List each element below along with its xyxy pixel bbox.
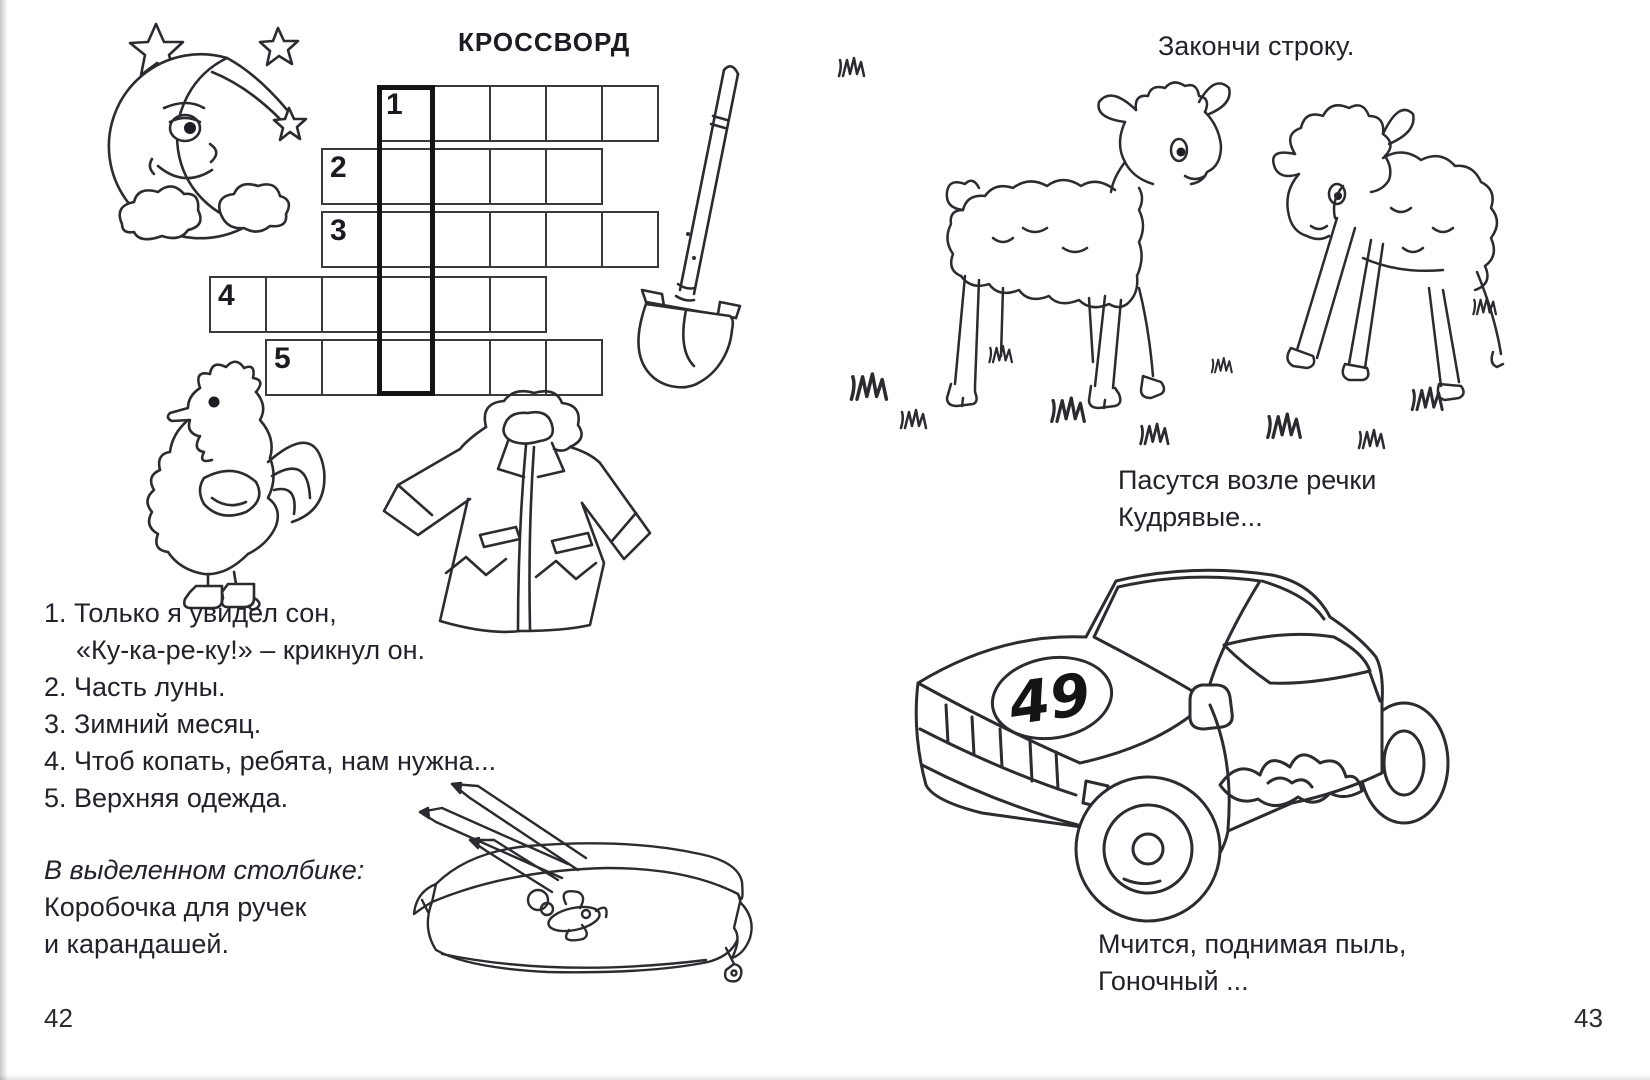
crossword-cell (433, 148, 491, 205)
crossword-row-4 (209, 276, 547, 333)
star-icon (274, 108, 306, 140)
crossword-cell (545, 211, 603, 268)
riddle-1 (1118, 462, 1376, 536)
column-clue (44, 852, 364, 963)
crossword-cell (545, 148, 603, 205)
rooster-wattle (197, 436, 212, 461)
rooster-in-boots-illustration (108, 358, 338, 608)
clue-line: 1. Только я увидел сон, (44, 598, 337, 628)
riddle-line: Гоночный ... (1098, 966, 1249, 996)
coat-pocket (480, 527, 520, 547)
moon-with-stars-illustration (92, 16, 322, 256)
crossword-cell (377, 148, 435, 205)
lamb-hoof (1343, 364, 1369, 380)
lamb-hoof (1141, 376, 1164, 398)
car-number: 49 (1005, 659, 1095, 739)
lamb-wool-back (963, 180, 1115, 210)
shovel-illustration (596, 58, 781, 388)
riddle-line: Пасутся возле речки (1118, 465, 1377, 495)
crossword-cell (321, 211, 379, 268)
moon-nose (210, 144, 216, 162)
crossword-cell (489, 148, 547, 205)
grass (839, 58, 1496, 448)
riddle-line: Кудрявые... (1118, 502, 1263, 532)
lamb-right (1273, 105, 1503, 400)
lamb-wool-belly (961, 276, 1127, 307)
column-clue-heading: В выделенном столбике: (44, 855, 365, 885)
crossword-clues (44, 595, 496, 817)
lamb-wool-head (1136, 82, 1207, 112)
crossword-row-number: 2 (330, 151, 347, 184)
crossword-cell (489, 211, 547, 268)
crossword-cell (321, 276, 379, 333)
toy-plane (528, 890, 548, 910)
lamb-ear (1273, 153, 1299, 176)
race-car-illustration (872, 533, 1487, 933)
rooster-wing (200, 471, 259, 516)
coat-hood (504, 412, 553, 443)
riddle-2 (1098, 926, 1406, 1000)
right-page-heading: Закончи строку. (1158, 31, 1355, 61)
crossword-cell (265, 276, 323, 333)
crossword-row-2 (321, 148, 603, 205)
crossword-cell (433, 85, 491, 142)
cloud (219, 184, 289, 231)
coat-pocket (552, 533, 592, 553)
clue-line: «Ку-ка-ре-ку!» – крикнул он. (76, 635, 426, 665)
scan-edge-shadow (0, 0, 8, 1080)
lamb-tail (947, 181, 979, 210)
crossword-row-number: 3 (330, 214, 347, 247)
lamb-hoof (1287, 348, 1314, 368)
column-clue-line: и карандашей. (44, 929, 229, 959)
crossword-cell (377, 211, 435, 268)
rooster-beak (168, 388, 200, 436)
column-clue-line: Коробочка для ручек (44, 892, 307, 922)
crossword-cell (377, 85, 435, 142)
crossword-row-number: 5 (274, 342, 291, 375)
crossword-cell (377, 276, 435, 333)
clue-line: 3. Зимний месяц. (44, 709, 262, 739)
rooster-comb (198, 362, 260, 392)
crossword-title: КРОССВОРД (458, 27, 631, 57)
clue-line: 2. Часть луны. (44, 672, 226, 702)
crossword-cell (433, 211, 491, 268)
coat-left-sleeve (384, 449, 470, 535)
zipper-pull (725, 964, 741, 981)
riddle-line: Мчится, поднимая пыль, (1098, 929, 1407, 959)
lamb-ear (1099, 96, 1136, 122)
crossword-cell (321, 148, 379, 205)
pencil (488, 840, 558, 892)
crossword-cell (489, 85, 547, 142)
rooster-eye (209, 397, 220, 408)
page-number-left: 42 (44, 1003, 73, 1033)
page-number-right: 43 (1574, 1003, 1603, 1033)
star-icon (260, 28, 298, 65)
scan-edge-shadow-bottom (0, 1074, 1650, 1080)
lamb-wool-head (1290, 105, 1390, 156)
clue-line: 5. Верхняя одежда. (44, 783, 289, 813)
crossword-cell (433, 276, 491, 333)
crossword-cell (489, 276, 547, 333)
crossword-cell (209, 276, 267, 333)
two-lambs-illustration (843, 58, 1508, 448)
crossword-row-number: 1 (386, 88, 403, 121)
crossword-cell (545, 85, 603, 142)
pencil-case-flap (432, 868, 738, 902)
clue-line: 4. Чтоб копать, ребята, нам нужна... (44, 746, 497, 776)
crossword-row-number: 4 (218, 279, 235, 312)
